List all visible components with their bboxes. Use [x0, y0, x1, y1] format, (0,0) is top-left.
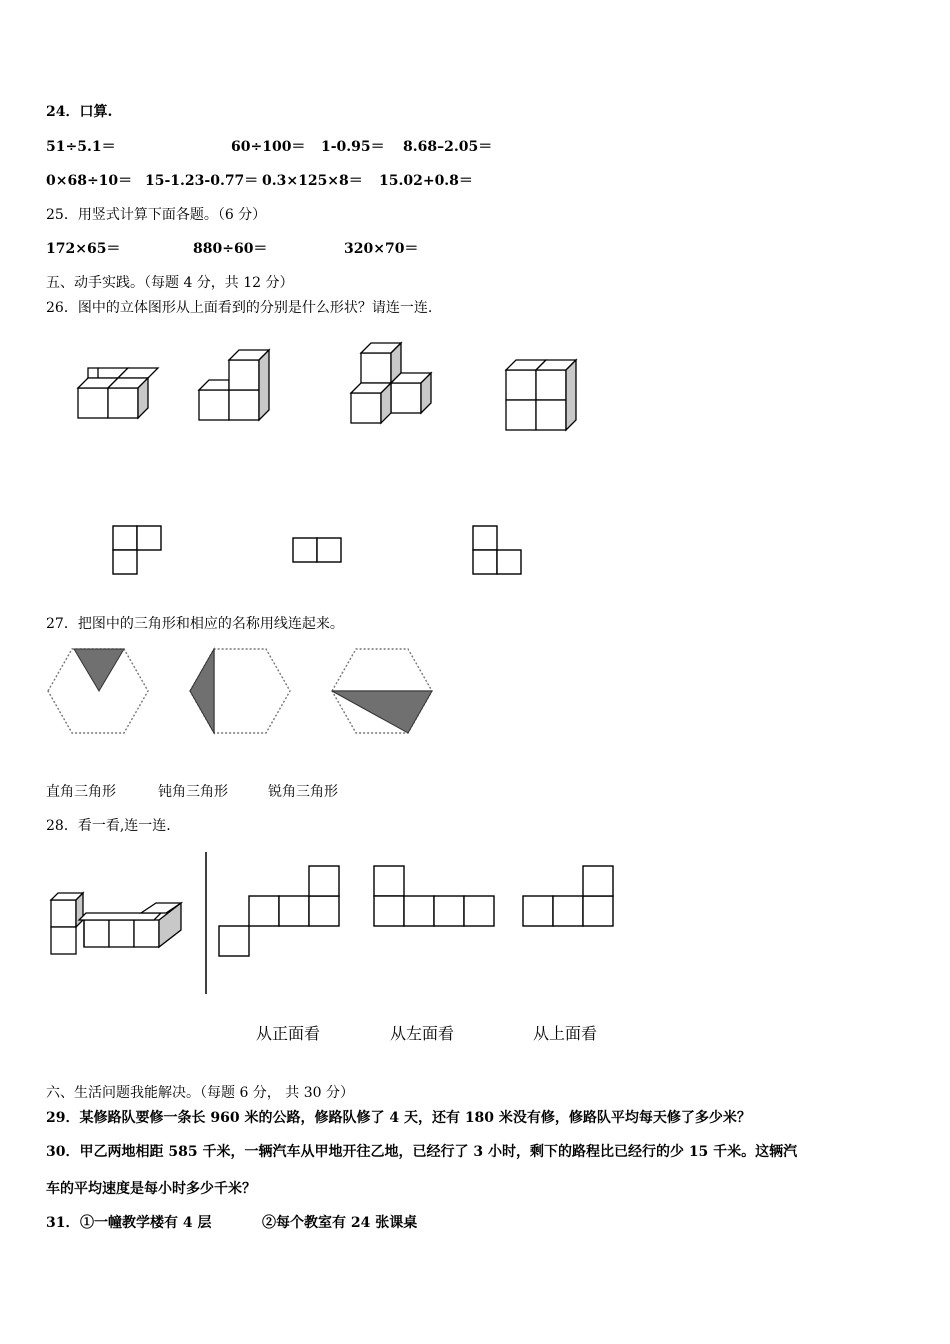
q24-r2-c4: 15.02+0.8＝: [379, 173, 473, 189]
section6-heading: 六、生活问题我能解决。（每题 6 分， 共 30 分）: [46, 1085, 354, 1101]
q26-solids-figure: [60, 335, 680, 445]
q24-r2-c2: 15-1.23-0.77＝: [145, 173, 259, 189]
q30-line1: 30．甲乙两地相距 585 千米，一辆汽车从甲地开往乙地，已经行了 3 小时，剩下的路程比已经行的少 15 千米。这辆汽: [46, 1144, 798, 1160]
q24-r1-c3: 1-0.95＝: [321, 139, 385, 155]
q26-solid-d: [506, 360, 576, 430]
q26-solid-a: [78, 368, 158, 418]
q31-item2: ②每个教室有 24 张课桌: [262, 1215, 418, 1231]
q27-hexagon-2: [190, 649, 290, 733]
q27-hexagon-3: [332, 649, 432, 733]
q26-title: 26．图中的立体图形从上面看到的分别是什么形状？请连一连.: [46, 300, 433, 316]
q27-title: 27．把图中的三角形和相应的名称用线连起来。: [46, 616, 344, 632]
q24-r1-c2: 60÷100＝: [231, 139, 306, 155]
q28-label-front: 从正面看: [256, 1024, 321, 1043]
q31-label: 31．: [46, 1215, 80, 1231]
q26-top-view-3: [473, 526, 521, 574]
q24-title: 24．口算.: [46, 104, 113, 120]
q28-view-2: [374, 866, 494, 926]
q25-title: 25．用竖式计算下面各题。（6 分）: [46, 207, 267, 223]
q28-title: 28．看一看,连一连.: [46, 818, 171, 834]
q28-figure: [46, 848, 646, 1008]
q28-label-left: 从左面看: [390, 1024, 455, 1043]
q26-top-views-figure: [110, 524, 550, 584]
q26-top-view-1: [113, 526, 161, 574]
q28-solid: [51, 893, 181, 954]
q25-c2: 880÷60＝: [193, 241, 268, 257]
q24-r2-c1: 0×68÷10＝: [46, 173, 133, 189]
q27-hexagons-figure: [46, 645, 446, 745]
q26-solid-b: [199, 350, 269, 420]
q29-text: 29．某修路队要修一条长 960 米的公路，修路队修了 4 天，还有 180 米没有修，修路队平均每天修了多少米？: [46, 1110, 751, 1126]
q24-r2-c3: 0.3×125×8＝: [262, 173, 363, 189]
q24-r1-c1: 51÷5.1＝: [46, 139, 116, 155]
q25-c3: 320×70＝: [344, 241, 419, 257]
q31-item1: ①一幢教学楼有 4 层: [80, 1215, 212, 1231]
q27-hexagon-1: [48, 649, 148, 733]
q28-view-1: [219, 866, 339, 956]
q27-label-obtuse: 钝角三角形: [158, 784, 228, 800]
q27-label-right: 直角三角形: [46, 784, 116, 800]
q27-label-acute: 锐角三角形: [268, 784, 338, 800]
q26-solid-c: [351, 343, 431, 423]
q28-view-3: [523, 866, 613, 926]
q30-line2: 车的平均速度是每小时多少千米？: [46, 1181, 256, 1197]
q26-top-view-2: [293, 538, 341, 562]
q24-r1-c4: 8.68–2.05＝: [403, 139, 493, 155]
q28-label-top: 从上面看: [533, 1024, 598, 1043]
section5-heading: 五、动手实践。（每题 4 分，共 12 分）: [46, 275, 294, 291]
q25-c1: 172×65＝: [46, 241, 121, 257]
